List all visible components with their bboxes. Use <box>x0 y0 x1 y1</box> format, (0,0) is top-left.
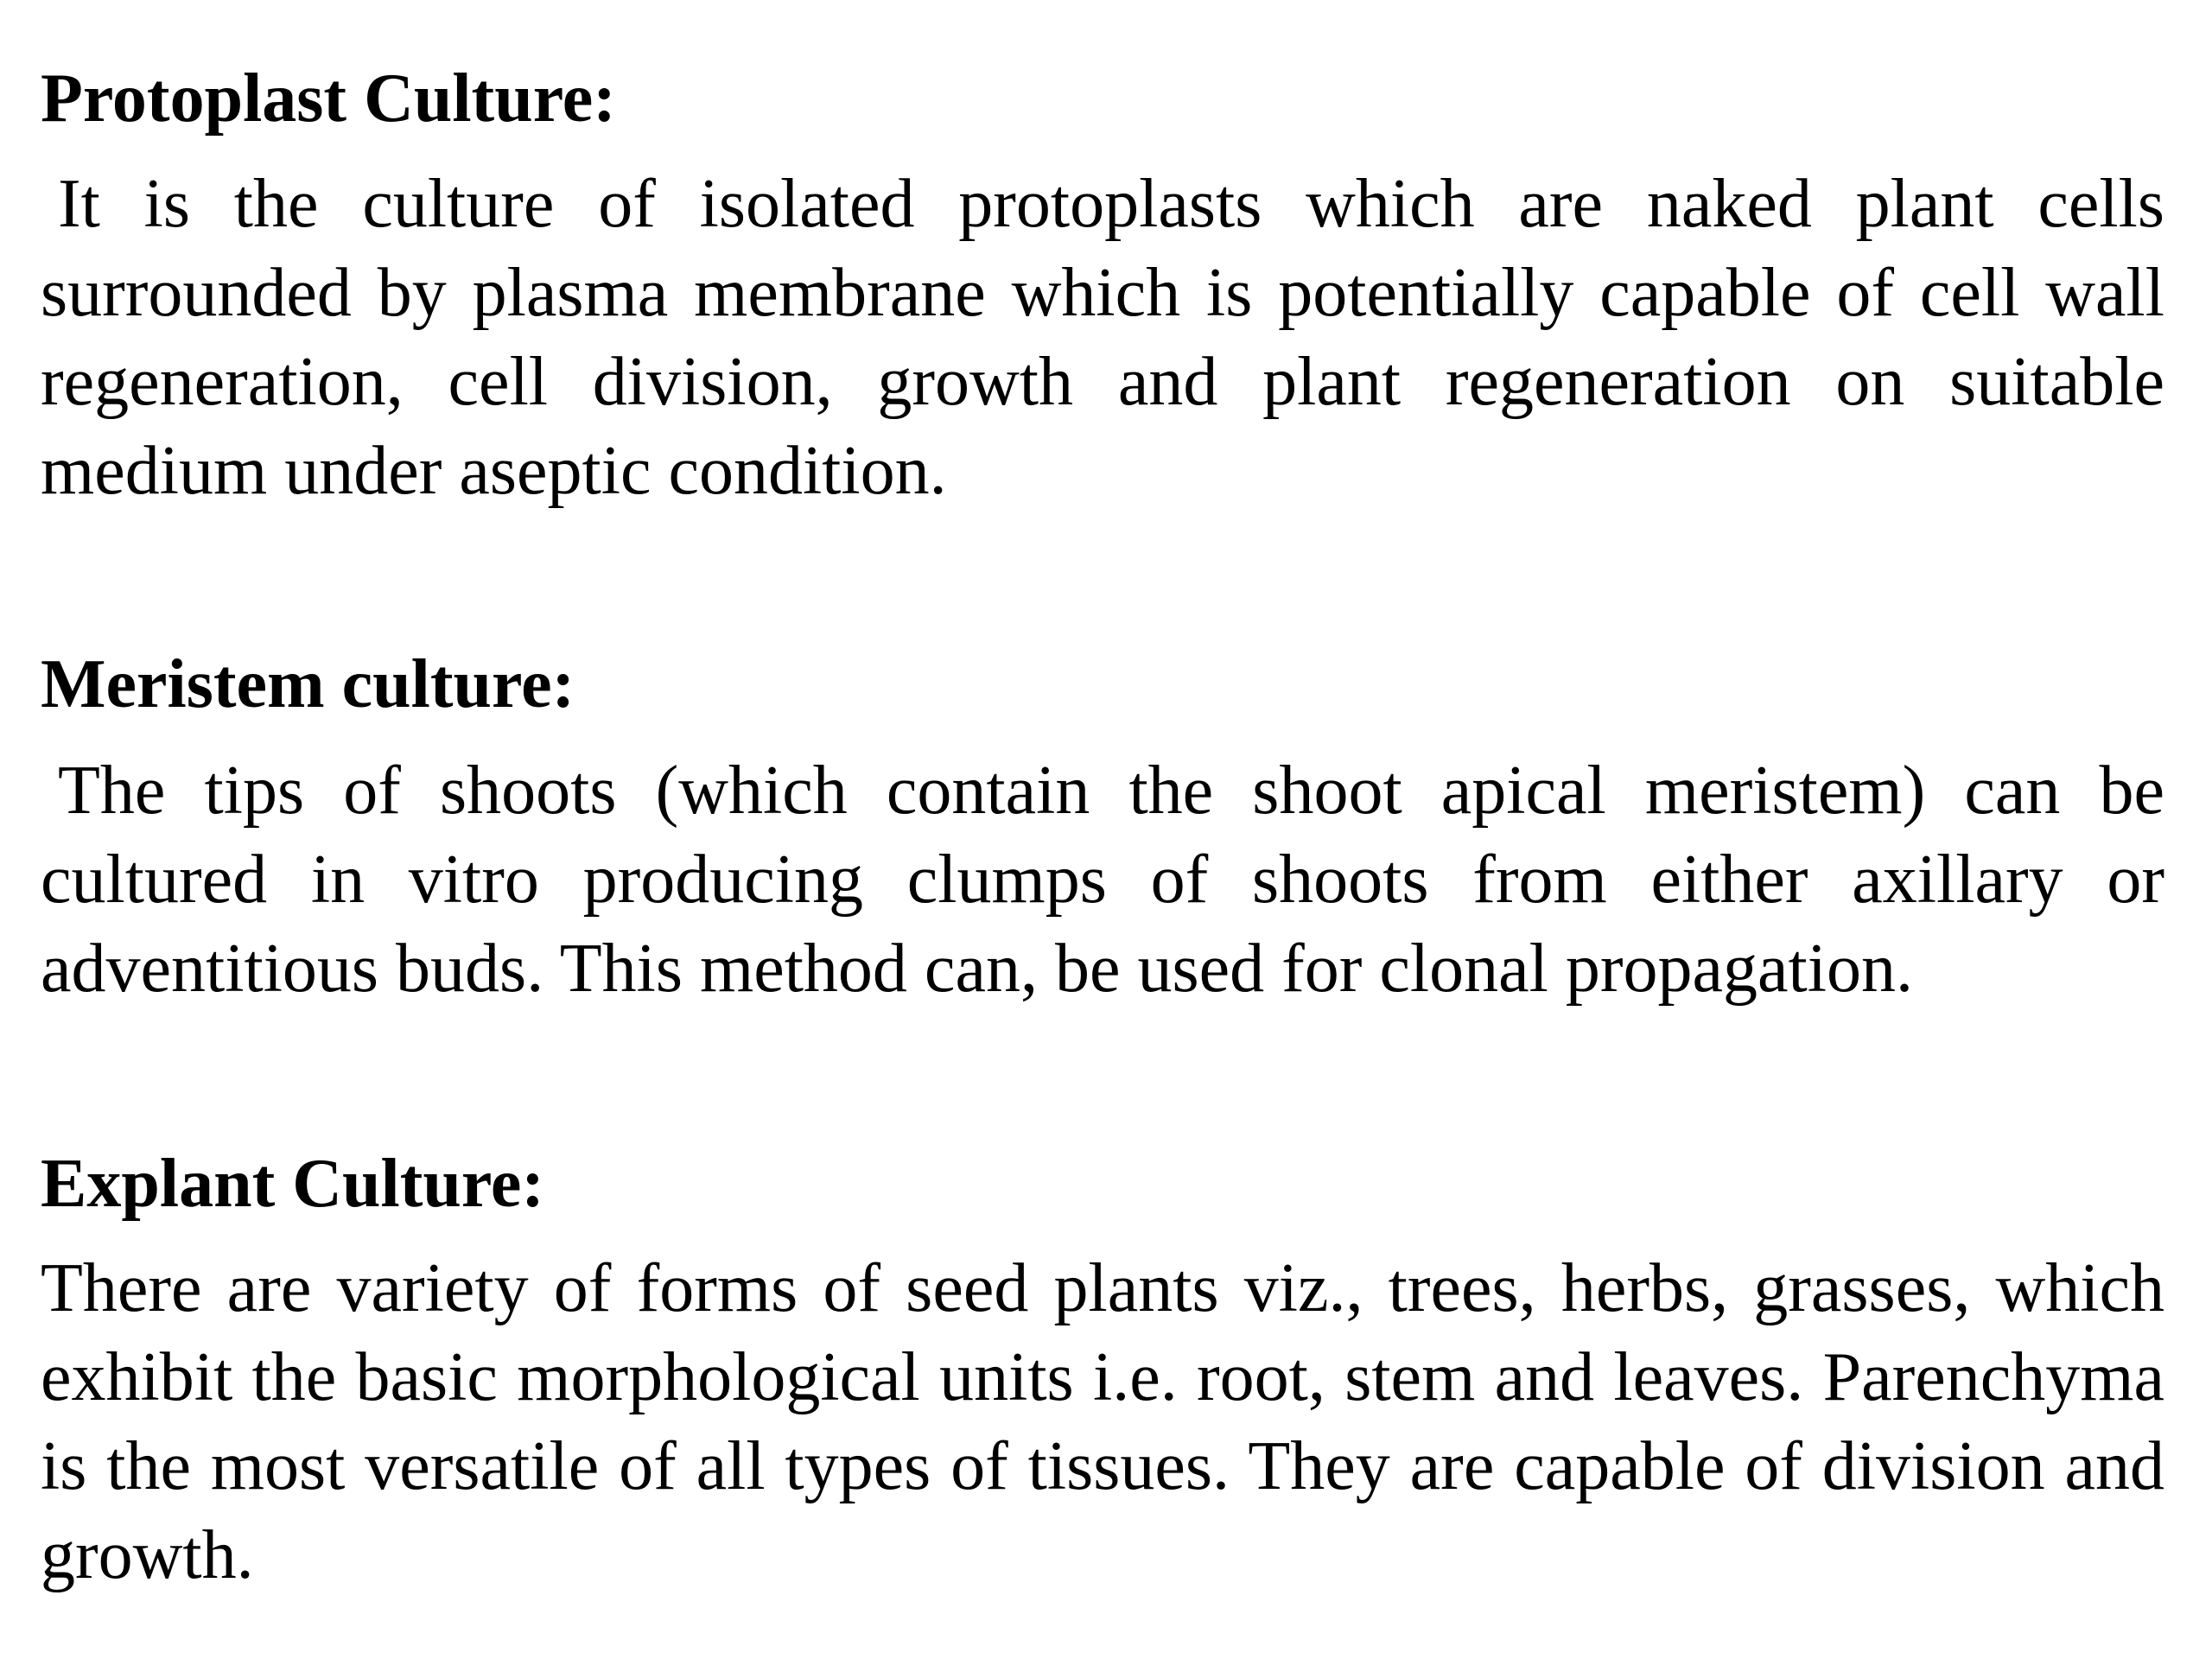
section-heading-meristem-culture: Meristem culture: <box>41 646 575 722</box>
section-heading-explant-culture: Explant Culture: <box>41 1146 545 1222</box>
section-body-meristem-culture: The tips of shoots (which contain the shoot apical meristem) can be cultured in vitro producing clumps of shoots from either axillary or adventitious buds. This method can, be used for clonal propagation. <box>41 753 2164 1007</box>
section-heading-protoplast-culture: Protoplast Culture: <box>41 60 616 137</box>
section-body-protoplast-culture: It is the culture of isolated protoplasts which are naked plant cells surrounded by plasma membrane which is potentially capable of cell wall regeneration, cell division, growth and plant regeneration on suitable medium under aseptic condition. <box>41 166 2164 509</box>
section-body-explant-culture: There are variety of forms of seed plants viz., trees, herbs, grasses, which exhibit the basic morphological units i.e. root, stem and leaves. Parenchyma is the most versatile of all types of tissues. They are capable of division and growth. <box>41 1250 2164 1593</box>
